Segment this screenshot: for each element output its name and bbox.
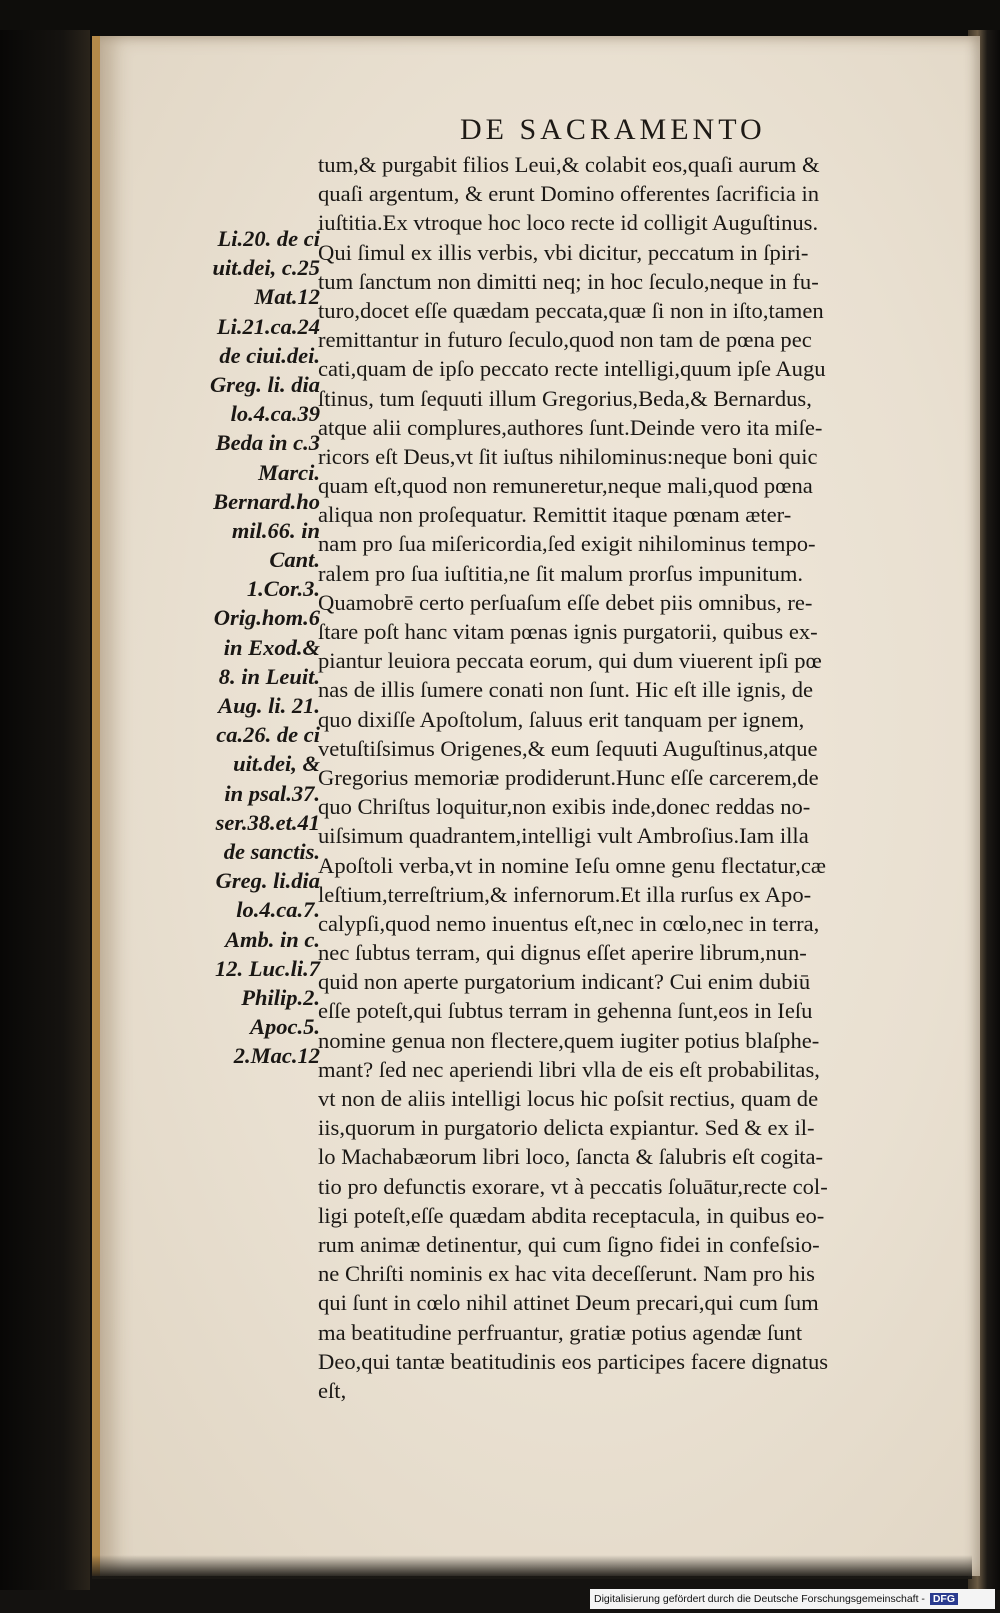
margin-note: Amb. in c. bbox=[224, 926, 320, 952]
margin-note: Beda in c.3 bbox=[215, 430, 320, 456]
margin-note: Bernard.ho bbox=[213, 488, 320, 514]
text-line: ma beatitudine perfruantur, gratiæ potius agendæ ſunt bbox=[318, 1319, 803, 1345]
main-text-block bbox=[318, 150, 968, 1405]
margin-note: de sanctis. bbox=[223, 838, 320, 864]
margin-note: uit.dei, & bbox=[233, 751, 320, 777]
text-line: Apoſtoli verba,vt in nomine Ieſu omne genu flectatur,cæ bbox=[318, 852, 826, 878]
margin-note: 2.Mac.12 bbox=[233, 1043, 320, 1069]
text-line: leſtium,terreſtrium,& infernorum.Et illa rurſus ex Apo- bbox=[318, 881, 812, 907]
text-line: nam pro ſua miſericordia,ſed exigit nihilominus tempo- bbox=[318, 531, 816, 557]
text-line: nomine genua non flectere,quem iugiter potius blaſphe- bbox=[318, 1027, 820, 1053]
text-line: quam eſt,quod non remuneretur,neque mali,quod pœna bbox=[318, 473, 813, 499]
text-line: turo,docet eſſe quædam peccata,quæ ſi non in iſto,tamen bbox=[318, 297, 824, 323]
dfg-logo: DFG bbox=[930, 1593, 958, 1605]
text-line: aliqua non proſequatur. Remittit itaque pœnam æter- bbox=[318, 502, 792, 528]
text-line: ne Chriſti nominis ex hac vita deceſſerunt. Nam pro his bbox=[318, 1261, 815, 1287]
margin-note: in Exod.& bbox=[223, 634, 320, 660]
book-spine-shadow bbox=[0, 30, 90, 1590]
margin-note: Philip.2. bbox=[241, 984, 320, 1010]
text-line: tio pro defunctis exorare, vt à peccatis ſoluātur,recte col- bbox=[318, 1173, 828, 1199]
margin-note: Apoc.5. bbox=[250, 1014, 320, 1040]
text-line: quid non aperte purgatorium indicant? Cui enim dubiū bbox=[318, 969, 811, 995]
text-line: uiſsimum quadrantem,intelligi vult Ambroſius.Iam illa bbox=[318, 823, 809, 849]
text-line: nas de illis ſumere conati non ſunt. Hic eſt ille ignis, de bbox=[318, 677, 814, 703]
text-line: qui ſunt in cœlo nihil attinet Deum precari,qui cum ſum bbox=[318, 1290, 819, 1316]
margin-note: in psal.37. bbox=[224, 780, 320, 806]
margin-note: ser.38.et.41 bbox=[215, 809, 320, 835]
margin-note: Mat.12 bbox=[254, 284, 320, 310]
text-line: iis,quorum in purgatorio delicta expiantur. Sed & ex il- bbox=[318, 1115, 815, 1141]
text-line: lo Machabæorum libri loco, ſancta & ſalubris eſt cogita- bbox=[318, 1144, 824, 1170]
margin-note: Cant. bbox=[269, 547, 320, 573]
margin-note: Aug. li. 21. bbox=[218, 693, 320, 718]
margin-note: de ciui.dei. bbox=[219, 342, 320, 368]
page-bottom-shadow bbox=[92, 1555, 972, 1579]
margin-note: Greg. li.dia bbox=[215, 868, 320, 894]
running-header: DE SACRAMENTO bbox=[460, 113, 766, 146]
text-line: piantur leuiora peccata eorum, qui dum viuerent ipſi pœ bbox=[318, 648, 822, 674]
margin-note: ca.26. de ci bbox=[216, 722, 320, 748]
text-line: quaſi argentum, & erunt Domino offerentes ſacrificia in bbox=[318, 181, 820, 207]
text-line: ralem pro ſua iuſtitia,ne ſit malum prorſus impunitum. bbox=[318, 560, 804, 586]
text-line: eſſe poteſt,qui ſubtus terram in gehenna ſunt,eos in Ieſu bbox=[318, 998, 813, 1024]
margin-note: Marci. bbox=[258, 459, 320, 485]
text-line: vetuſtiſsimus Origenes,& eum ſequuti Auguſtinus,atque bbox=[318, 735, 818, 761]
text-line: iuſtitia.Ex vtroque hoc loco recte id colligit Auguſtinus. bbox=[318, 210, 819, 236]
text-line: Gregorius memoriæ prodiderunt.Hunc eſſe carcerem,de bbox=[318, 764, 819, 790]
text-line: quo Chriſtus loquitur,non exibis inde,donec reddas no- bbox=[318, 794, 811, 820]
margin-note: uit.dei, c.25 bbox=[212, 255, 320, 281]
margin-note: Li.21.ca.24 bbox=[216, 313, 320, 339]
margin-note: lo.4.ca.7. bbox=[236, 897, 320, 923]
margin-note: lo.4.ca.39 bbox=[230, 401, 320, 427]
text-line: Quamobrē certo perſuaſum eſſe debet piis omnibus, re- bbox=[318, 589, 813, 615]
text-line: tum,& purgabit filios Leui,& colabit eos,quaſi aurum & bbox=[318, 152, 820, 177]
footer-text: Digitalisierung gefördert durch die Deutsche Forschungsgemeinschaft - bbox=[594, 1593, 925, 1605]
margin-note: Orig.hom.6 bbox=[213, 605, 320, 631]
text-line: rum animæ detinentur, qui cum ſigno fidei in confeſsio- bbox=[318, 1231, 820, 1257]
text-line: atque alii complures,authores ſunt.Deinde vero ita miſe- bbox=[318, 414, 823, 440]
text-line: ricors eſt Deus,vt ſit iuſtus nihilominus:neque boni quic bbox=[318, 443, 818, 469]
text-line: ligi poteſt,eſſe quædam abdita receptacula, in quibus eo- bbox=[318, 1202, 825, 1228]
margin-note: 8. in Leuit. bbox=[218, 663, 320, 689]
text-line: Qui ſimul ex illis verbis, vbi dicitur, peccatum in ſpiri- bbox=[318, 239, 809, 265]
background-top bbox=[0, 0, 1000, 40]
text-line: mant? ſed nec aperiendi libri vlla de eis eſt probabilitas, bbox=[318, 1056, 820, 1082]
text-line: tum ſanctum non dimitti neq; in hoc ſeculo,neque in fu- bbox=[318, 268, 819, 294]
text-line: calypſi,quod nemo inuentus eſt,nec in cœlo,nec in terra, bbox=[318, 910, 820, 936]
text-line: ſtinus, tum ſequuti illum Gregorius,Beda,& Bernardus, bbox=[318, 385, 812, 411]
margin-note: 12. Luc.li.7 bbox=[215, 955, 320, 981]
text-line: eſt, bbox=[318, 1377, 347, 1403]
margin-note: Greg. li. dia bbox=[210, 371, 320, 397]
margin-notes bbox=[172, 224, 320, 1070]
text-line: ſtare poſt hanc vitam pœnas ignis purgatorii, quibus ex- bbox=[318, 619, 818, 644]
margin-note: 1.Cor.3. bbox=[246, 576, 320, 602]
text-line: quo dixiſſe Apoſtolum, ſaluus erit tanquam per ignem, bbox=[318, 706, 805, 732]
text-line: cati,quam de ipſo peccato recte intelligi,quum ipſe Augu bbox=[318, 356, 826, 382]
text-line: remittantur in futuro ſeculo,quod non tam de pœna pec bbox=[318, 327, 812, 353]
margin-note: mil.66. in bbox=[231, 517, 320, 543]
text-line: nec ſubtus terram, qui dignus eſſet aperire librum,nun- bbox=[318, 940, 807, 966]
margin-note: Li.20. de ci bbox=[217, 226, 320, 251]
text-line: Deo,qui tantæ beatitudinis eos participes facere dignatus bbox=[318, 1348, 829, 1374]
footer-credit bbox=[590, 1589, 995, 1609]
text-line: vt non de aliis intelligi locus hic poſsit rectius, quam de bbox=[318, 1086, 819, 1111]
